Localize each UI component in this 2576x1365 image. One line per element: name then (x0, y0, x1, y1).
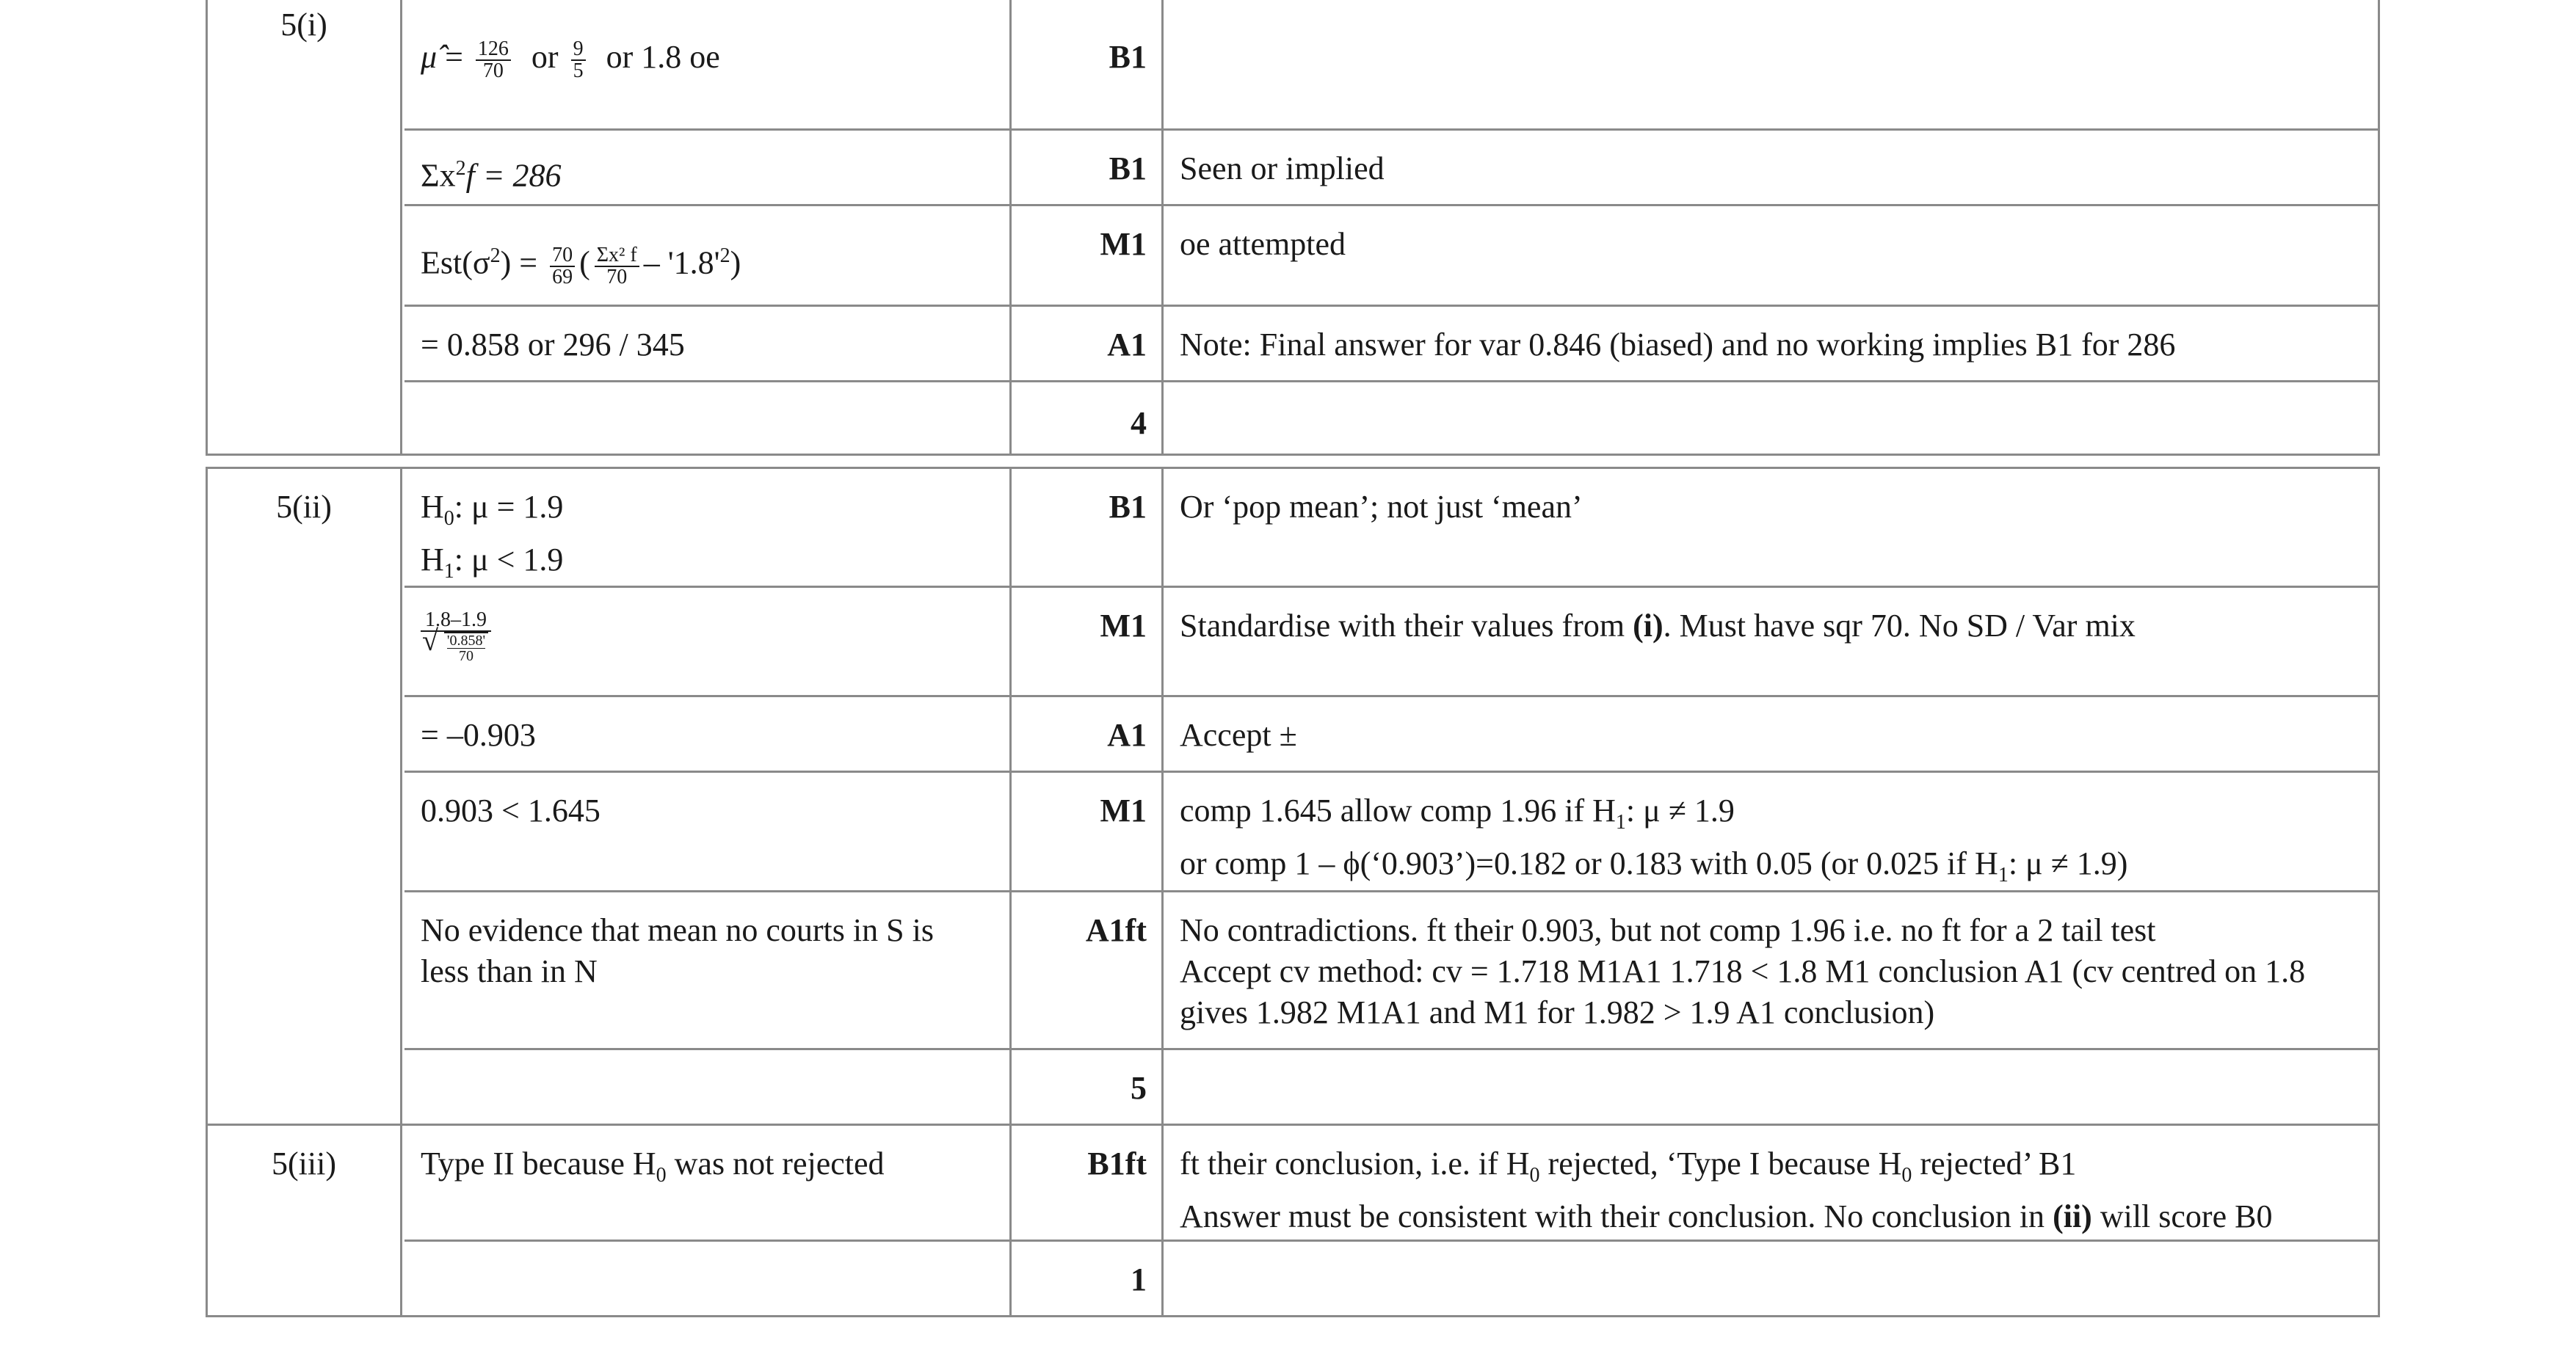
question-label: 5(i) (208, 0, 402, 454)
table-row (404, 469, 2378, 586)
table-row (404, 305, 2378, 380)
guidance-cell (1164, 0, 2378, 128)
answer-cell: = –0.903 (404, 697, 1012, 771)
guidance-cell: Note: Final answer for var 0.846 (biased) and no working implies B1 for 286 (1180, 327, 2176, 363)
total-row (404, 1048, 2378, 1124)
fraction: $\frac{9}{5}$ (571, 39, 586, 81)
mark-cell: B1 (1012, 0, 1164, 128)
answer-cell (404, 0, 1012, 128)
standardise-expression: 1.8–1.9 √ $\frac{'0.858'}{70}$ (421, 610, 491, 665)
mark-cell: B1ft (1012, 1126, 1164, 1240)
mark-cell: M1 (1012, 773, 1164, 890)
mark-cell: A1 (1012, 697, 1164, 771)
question-label: 5(iii) (208, 1126, 402, 1315)
answer-cell: $\Sigma x^2f = 286$ (404, 131, 1012, 204)
table-row (404, 128, 2378, 204)
answer-cell (404, 1242, 1012, 1315)
guidance-cell: No contradictions. ft their 0.903, but not comp 1.96 i.e. no ft for a 2 tail test Accept cv method: cv = 1.718 M1A1 1.718 < 1.8 M1 conclusion A1 (cv centred on 1.8 gives 1.982 M1A1 and M1 for 1.982 > 1.9 A1 conclusion) (1180, 912, 2306, 1030)
answer-cell: $H_0$: μ = 1.9 $H_1$: μ < 1.9 (404, 469, 1012, 586)
mark-scheme-table (206, 0, 2380, 1317)
answer-cell: Type II because $H_0$ was not rejected (404, 1126, 1012, 1240)
answer-cell: 0.903 < 1.645 (404, 773, 1012, 890)
table-row (404, 771, 2378, 890)
guidance-cell: oe attempted (1180, 226, 1346, 262)
answer-cell: $Est(\sigma^2)$ = $\frac{70}{69}$ ( $\frac{\text{Σx² f}}{70}$ – '$1.8'^2$) (404, 206, 1012, 305)
fraction: $\frac{70}{69}$ (550, 245, 575, 288)
or-text: or (531, 39, 559, 75)
mark-cell: M1 (1012, 588, 1164, 695)
question-5iii-group (206, 1126, 2380, 1317)
guidance-cell: Or ‘pop mean’; not just ‘mean’ (1180, 489, 1583, 525)
guidance-cell: Accept ± (1180, 717, 1297, 753)
answer-cell (404, 1050, 1012, 1124)
guidance-cell: ft their conclusion, i.e. if $H_0$ rejected, ‘Type I because $H_0$ rejected’ B1 Answer must be consistent with their conclusion. No conclusion in (ii) will score B0 (1180, 1146, 2273, 1234)
guidance-cell: Seen or implied (1180, 150, 1385, 186)
question-label: 5(ii) (208, 469, 402, 1124)
table-row (404, 204, 2378, 305)
guidance-cell: comp 1.645 allow comp 1.96 if $H_1$: μ ≠ 1.9 or comp 1 – ϕ(‘0.903’)=0.182 or 0.183 with 0.05 (or 0.025 if $H_1$: μ ≠ 1.9) (1180, 793, 2128, 887)
answer-tail: or 1.8 oe (606, 39, 720, 75)
mark-cell: M1 (1012, 206, 1164, 305)
question-5i-group (206, 0, 2380, 456)
answer-cell (404, 382, 1012, 454)
fraction: $\frac{\text{Σx² f}}{70}$ (595, 245, 639, 288)
fraction: $\frac{126}{70}$ (476, 39, 511, 81)
mark-cell: A1ft (1012, 892, 1164, 1048)
table-row (404, 695, 2378, 771)
table-row (404, 890, 2378, 1048)
guidance-cell: Standardise with their values from (i). Must have sqr 70. No SD / Var mix (1180, 608, 2136, 644)
answer-cell: No evidence that mean no courts in S is less than in N (404, 892, 1012, 1048)
table-row (404, 586, 2378, 695)
mu-hat: μ̂ (421, 39, 438, 75)
total-marks: 4 (1012, 382, 1164, 454)
mark-cell: B1 (1012, 131, 1164, 204)
table-row (404, 1126, 2378, 1240)
total-row (404, 1240, 2378, 1315)
table-row (404, 0, 2378, 128)
guidance-cell (1164, 1242, 2378, 1315)
total-row (404, 380, 2378, 454)
guidance-cell (1164, 382, 2378, 454)
mark-cell: B1 (1012, 469, 1164, 586)
answer-cell (404, 588, 1012, 695)
answer-cell: = 0.858 or 296 / 345 (404, 307, 1012, 380)
guidance-cell (1164, 1050, 2378, 1124)
equals: = (445, 39, 463, 75)
total-marks: 1 (1012, 1242, 1164, 1315)
question-5ii-group (206, 467, 2380, 1126)
mark-cell: A1 (1012, 307, 1164, 380)
total-marks: 5 (1012, 1050, 1164, 1124)
